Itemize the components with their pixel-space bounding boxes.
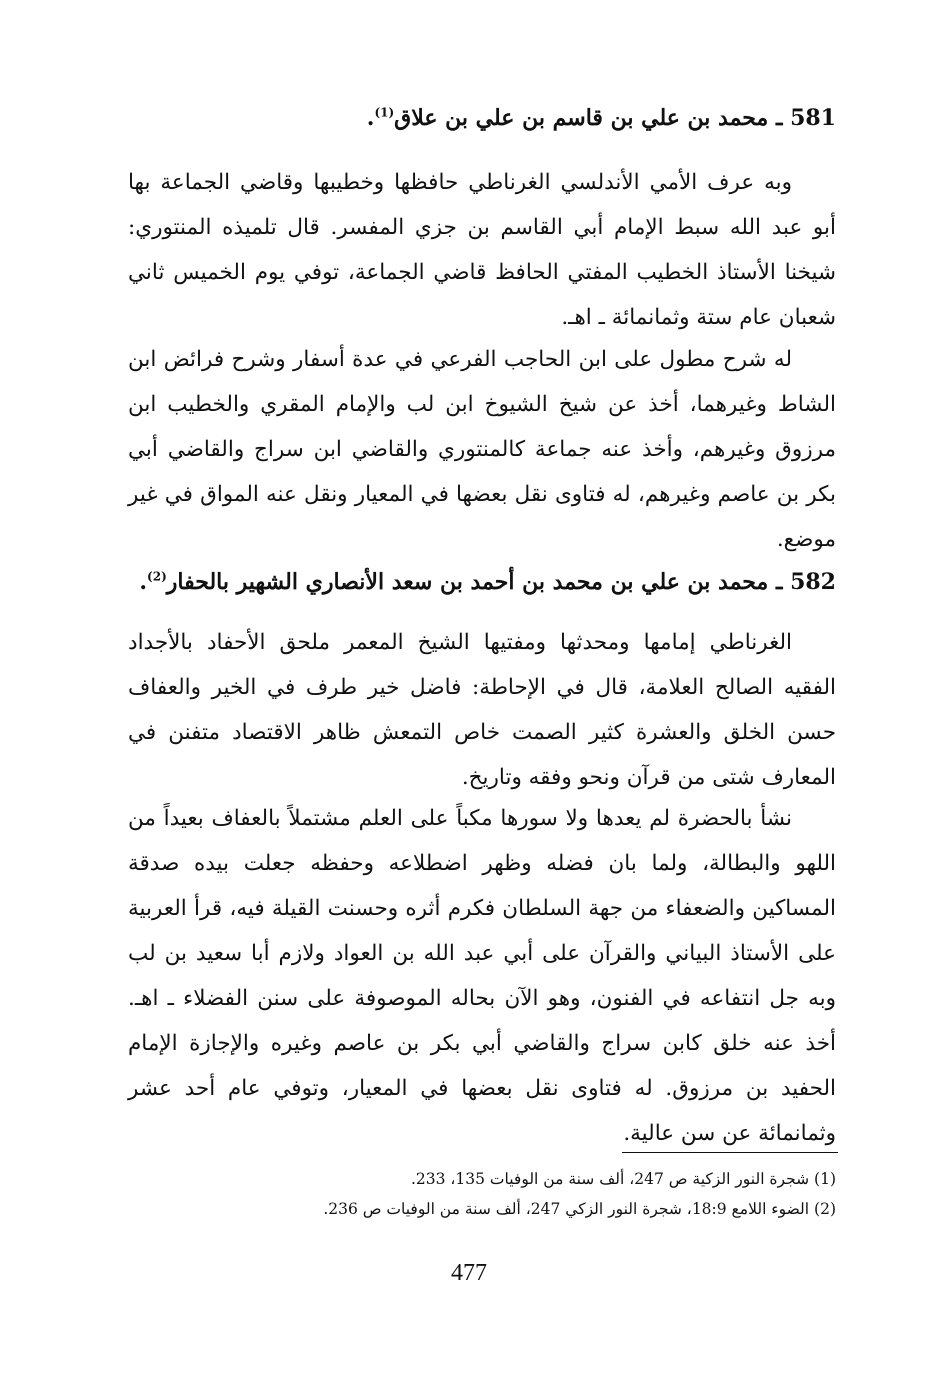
entry-581-paragraph-2: له شرح مطول على ابن الحاجب الفرعي في عدة أسفار وشرح فرائض ابن الشاط وغيرهما، أخذ عن شيخ الشيوخ ابن لب والإمام المقري والخطيب ابن مرزوق وغيرهم، وأخذ عنه جماعة كالمنتوري والقاضي ابن سراج والقاضي أبي بكر بن عاصم وغيرهم، له فتاوى نقل بعضها في المعيار ونقل عنه المواق في غير موضع.: [128, 347, 836, 552]
footnote-2: (2) الضوء اللامع 18:9، شجرة النور الزكي 247، ألف سنة من الوفيات ص 236.: [323, 1200, 836, 1218]
footnote-separator: [622, 1152, 838, 1153]
page-number: 477: [451, 1260, 487, 1286]
entry-582-paragraph-2: نشأ بالحضرة لم يعدها ولا سورها مكباً على العلم مشتملاً بالعفاف بعيداً من اللهو والبطالة، ولما بان فضله وظهر اضطلاعه وحفظه جعلت بيده صدقة المساكين والضعفاء من جهة السلطان فكرم أثره وحسنت القيلة فيه، قرأ العربية على الأستاذ البياني والقرآن على أبي عبد الله بن العواد ولازم أبا سعيد بن لب وبه جل انتفاعه في الفنون، وهو الآن بحاله الموصوفة على سنن الفضلاء ـ اهـ. أخذ عنه خلق كابن سراج والقاضي أبي بكر بن عاصم وغيره والإجازة الإمام الحفيد بن مرزوق. له فتاوى نقل بعضها في المعيار، وتوفي عام أحد عشر وثمانمائة عن سن عالية.: [128, 806, 836, 1146]
footnote-1: (1) شجرة النور الزكية ص 247، ألف سنة من الوفيات 135، 233.: [410, 1170, 836, 1188]
entry-582-paragraph-1: الغرناطي إمامها ومحدثها ومفتيها الشيخ المعمر ملحق الأحفاد بالأجداد الفقيه الصالح العلامة، قال في الإحاطة: فاضل خير طرف في الخير والعفاف حسن الخلق والعشرة كثير الصمت خاص التمعش ظاهر الاقتصاد متفنن في المعارف شتى من قرآن ونحو وفقه وتاريخ.: [128, 630, 836, 790]
entry-581-paragraph-1: وبه عرف الأمي الأندلسي الغرناطي حافظها وخطيبها وقاضي الجماعة بها أبو عبد الله سبط الإمام أبي القاسم بن جزي المفسر. قال تلميذه المنتوري: شيخنا الأستاذ الخطيب المفتي الحافظ قاضي الجماعة، توفي يوم الخميس ثاني شعبان عام ستة وثمانمائة ـ اهـ.: [128, 170, 836, 330]
entry-582-heading: 582 ـ محمد بن علي بن محمد بن أحمد بن سعد الأنصاري الشهير بالحفار$^{(2)}$.: [139, 569, 836, 595]
entry-581-heading-text: 581 ـ محمد بن علي بن قاسم بن علي بن علاق: [394, 105, 836, 131]
footnotes: [128, 1164, 836, 1224]
footnote-ref-2: (2): [147, 569, 167, 584]
footnote-ref-1: (1): [374, 105, 395, 120]
entry-581-heading: 581 ـ محمد بن علي بن قاسم بن علي بن علاق$^{(1)}$.: [366, 105, 836, 131]
entry-582-heading-text: 582 ـ محمد بن علي بن محمد بن أحمد بن سعد الأنصاري الشهير بالحفار: [166, 569, 836, 595]
